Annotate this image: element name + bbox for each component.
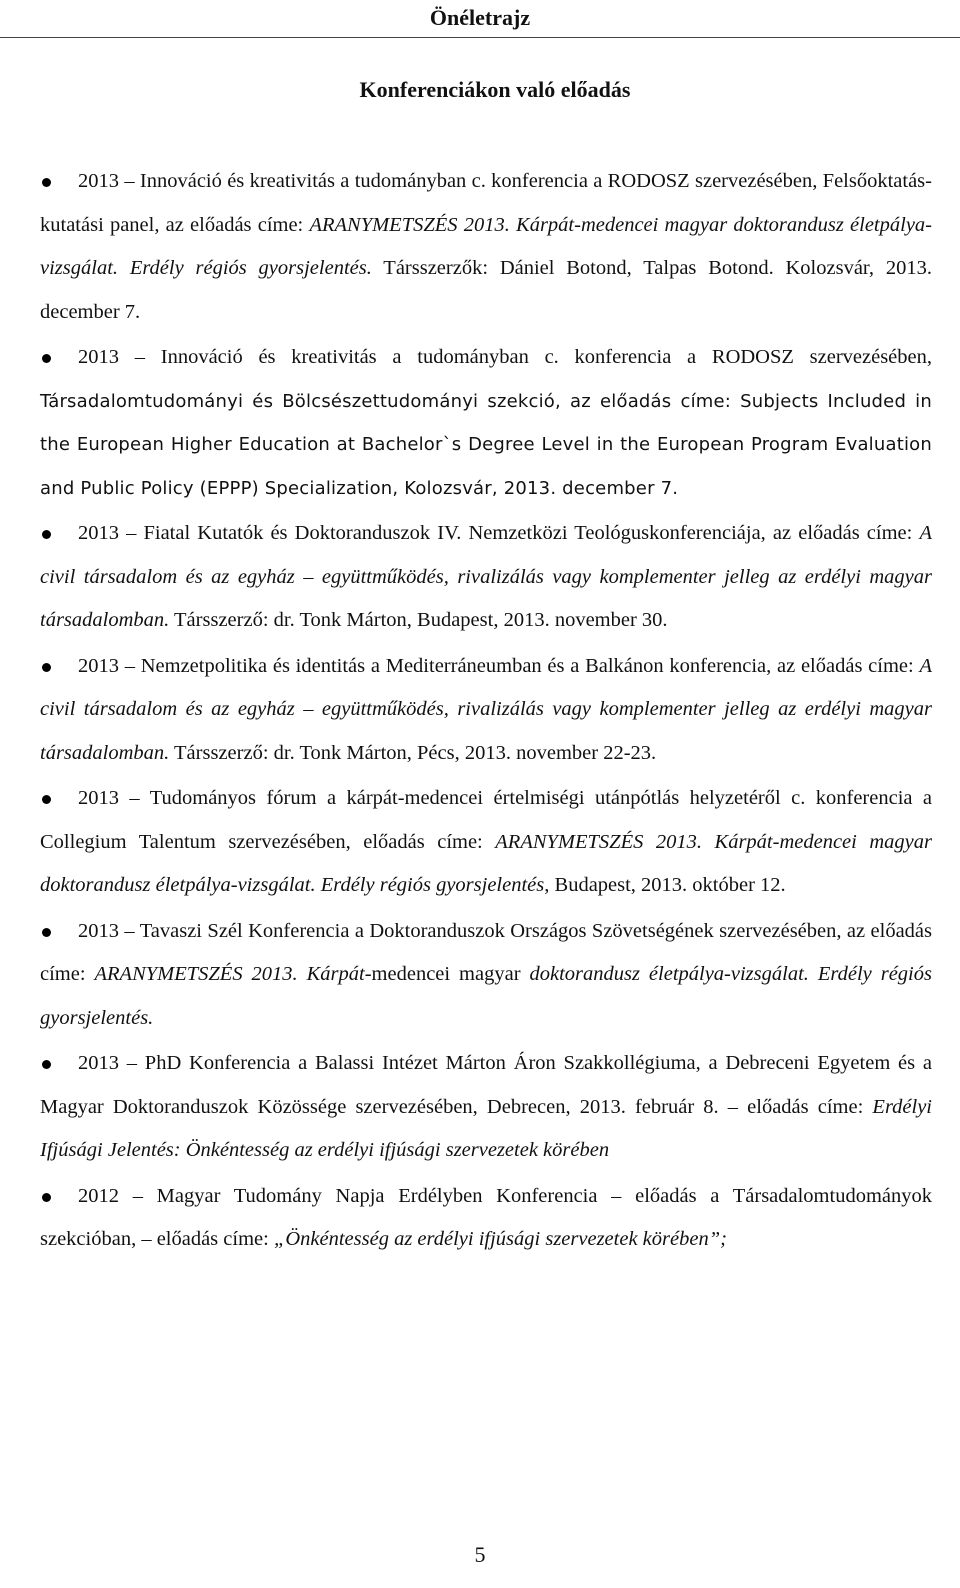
bullet-icon bbox=[42, 530, 51, 539]
bullet-icon bbox=[42, 178, 51, 187]
item-text: 2013 – Tavaszi Szél Konferencia a Doktoranduszok Országos Szövetségének szervezésében, az előadás címe: bbox=[40, 919, 932, 985]
item-text: 2013 – Fiatal Kutatók és Doktoranduszok IV. Nemzetközi Teológuskonferenciája, az előadás címe: bbox=[78, 522, 920, 544]
bullet-icon bbox=[42, 663, 51, 672]
talk-title: doktorandusz életpálya-vizsgálat. Erdély régiós gyorsjelentés. bbox=[40, 963, 932, 1029]
talk-title: ARANYMETSZÉS 2013. Kárpát-medencei magyar doktorandusz életpálya-vizsgálat. Erdély régiós gyorsjelentés. bbox=[40, 213, 932, 279]
item-text: 2013 – Innováció és kreativitás a tudományban c. konferencia a RODOSZ szervezésében, bbox=[78, 346, 932, 368]
list-item bbox=[40, 910, 932, 1041]
item-text: 2013 – Innováció és kreativitás a tudományban c. konferencia a RODOSZ szervezésében, Felsőoktatás-kutatási panel, az előadás címe: bbox=[40, 170, 932, 236]
item-text: medencei magyar bbox=[371, 963, 530, 985]
conference-list bbox=[40, 160, 932, 1264]
bullet-icon bbox=[42, 354, 51, 363]
list-item bbox=[40, 336, 932, 510]
section-title: Konferenciákon való előadás bbox=[359, 77, 631, 102]
item-text: Társszerző: dr. Tonk Márton, Pécs, 2013. november 22-23. bbox=[169, 741, 657, 764]
talk-title: Társadalomtudományi és Bölcsészettudományi szekció, az előadás címe: Subjects Included in the European Higher Education at Bachelor`s Degree Level in the European Program Evaluation and Public Policy (EPPP) Specialization, Kolozsvár, 2013. december 7. bbox=[40, 390, 932, 499]
talk-title: Erdélyi Ifjúsági Jelentés: Önkéntesség az erdélyi ifjúsági szervezetek körében bbox=[40, 1095, 932, 1161]
list-item bbox=[40, 645, 932, 776]
item-text: 2013 – Tudományos fórum a kárpát-medencei értelmiségi utánpótlás helyzetéről c. konferencia a Collegium Talentum szervezésében, előadás címe: bbox=[40, 787, 932, 853]
bullet-icon bbox=[42, 1060, 51, 1069]
item-text: 2013 – Nemzetpolitika és identitás a Mediterráneumban és a Balkánon konferencia, az előadás címe: bbox=[78, 654, 920, 677]
list-item bbox=[40, 512, 932, 643]
talk-title: A civil társadalom és az egyház – együttműködés, rivalizálás vagy komplementer jelleg az erdélyi magyar társadalomban. bbox=[40, 522, 932, 631]
item-text: Társszerzők: Dániel Botond, Talpas Botond. Kolozsvár, 2013. december 7. bbox=[40, 257, 932, 323]
talk-title: A civil társadalom és az egyház – együttműködés, rivalizálás vagy komplementer jelleg az erdélyi magyar társadalomban. bbox=[40, 654, 932, 764]
bullet-icon bbox=[42, 795, 51, 804]
item-text: 2013 – PhD Konferencia a Balassi Intézet Márton Áron Szakkollégiuma, a Debreceni Egyetem és a Magyar Doktoranduszok Közössége szervezésében, Debrecen, 2013. február 8. – előadás címe: bbox=[40, 1052, 932, 1118]
page-number: 5 bbox=[474, 1542, 486, 1567]
talk-title: ARANYMETSZÉS 2013. Kárpát- bbox=[94, 963, 372, 985]
header-divider bbox=[0, 37, 960, 38]
list-item bbox=[40, 1042, 932, 1173]
item-text: , Budapest, 2013. október 12. bbox=[544, 874, 786, 896]
talk-title: „Önkéntesség az erdélyi ifjúsági szervezetek körében”; bbox=[273, 1228, 727, 1250]
bullet-icon bbox=[42, 1193, 51, 1202]
running-header-title: Önéletrajz bbox=[429, 5, 531, 30]
bullet-icon bbox=[42, 928, 51, 937]
list-item bbox=[40, 777, 932, 908]
talk-title: ARANYMETSZÉS 2013. Kárpát-medencei magyar doktorandusz életpálya-vizsgálat. Erdély régiós gyorsjelentés bbox=[40, 830, 932, 896]
list-item bbox=[40, 160, 932, 334]
list-item bbox=[40, 1175, 932, 1262]
item-text: 2012 – Magyar Tudomány Napja Erdélyben Konferencia – előadás a Társadalomtudományok szekcióban, – előadás címe: bbox=[40, 1184, 932, 1250]
item-text: Társszerző: dr. Tonk Márton, Budapest, 2013. november 30. bbox=[169, 609, 668, 631]
